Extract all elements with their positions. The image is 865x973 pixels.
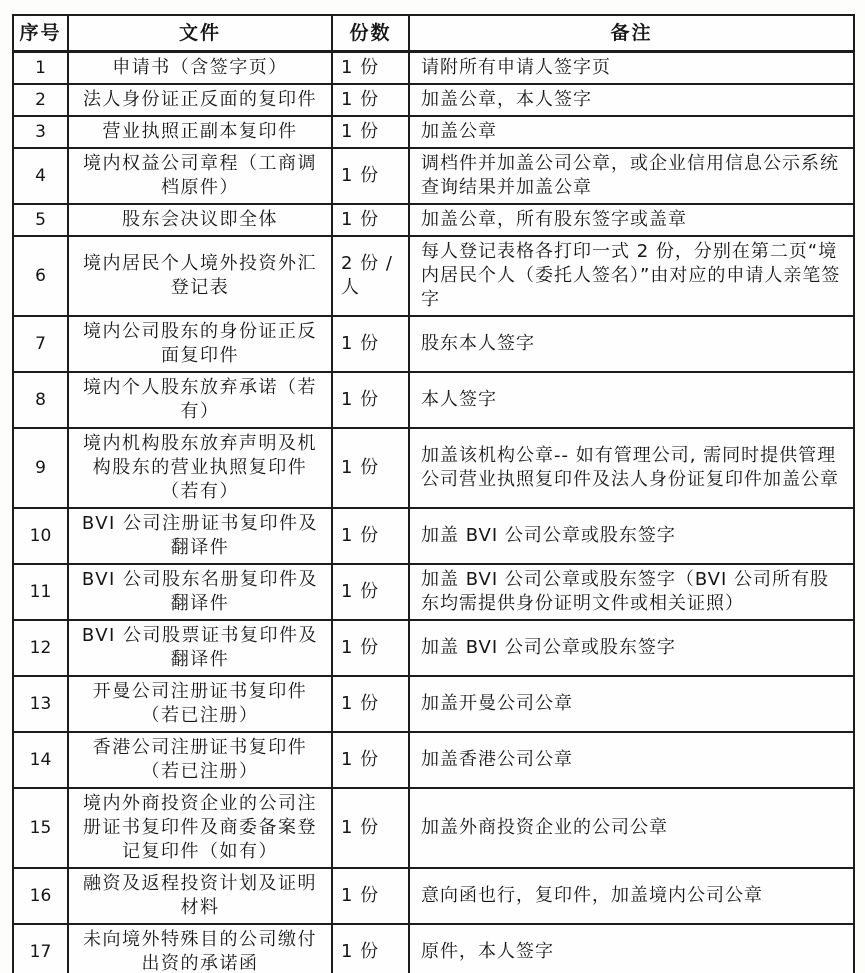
table-row (13, 924, 854, 973)
row-number-cell: 2 (13, 84, 68, 116)
document-cell: 境内机构股东放弃声明及机构股东的营业执照复印件（若有） (68, 428, 332, 508)
document-cell: BVI 公司股票证书复印件及翻译件 (68, 620, 332, 676)
document-cell: 法人身份证正反面的复印件 (68, 84, 332, 116)
header-row (13, 15, 854, 52)
remark-cell: 加盖香港公司公章 (409, 732, 854, 788)
table-row (13, 84, 854, 116)
table-row (13, 428, 854, 508)
copies-cell: 1 份 (332, 564, 409, 620)
document-cell: 申请书（含签字页） (68, 52, 332, 85)
remark-cell: 加盖外商投资企业的公司公章 (409, 788, 854, 868)
document-cell: 开曼公司注册证书复印件（若已注册） (68, 676, 332, 732)
table-body (13, 52, 854, 973)
table-row (13, 620, 854, 676)
remark-cell: 加盖公章，本人签字 (409, 84, 854, 116)
remark-cell: 每人登记表格各打印一式 2 份，分别在第二页“境内居民个人（委托人签名）”由对应的申请人亲笔签字 (409, 236, 854, 316)
table-row (13, 116, 854, 148)
copies-cell: 1 份 (332, 204, 409, 236)
header-copies: 份数 (332, 15, 409, 52)
copies-cell: 1 份 (332, 52, 409, 85)
header-remarks: 备注 (409, 15, 854, 52)
remark-cell: 加盖 BVI 公司公章或股东签字（BVI 公司所有股东均需提供身份证明文件或相关证照） (409, 564, 854, 620)
row-number-cell: 17 (13, 924, 68, 973)
row-number-cell: 13 (13, 676, 68, 732)
remark-cell: 加盖 BVI 公司公章或股东签字 (409, 508, 854, 564)
remark-cell: 加盖该机构公章-- 如有管理公司, 需同时提供管理公司营业执照复印件及法人身份证复印件加盖公章 (409, 428, 854, 508)
row-number-cell: 9 (13, 428, 68, 508)
table-row (13, 236, 854, 316)
copies-cell: 1 份 (332, 116, 409, 148)
row-number-cell: 14 (13, 732, 68, 788)
table-row (13, 676, 854, 732)
copies-cell: 1 份 (332, 620, 409, 676)
table-row (13, 52, 854, 85)
remark-cell: 股东本人签字 (409, 316, 854, 372)
row-number-cell: 8 (13, 372, 68, 428)
copies-cell: 1 份 (332, 868, 409, 924)
document-cell: 营业执照正副本复印件 (68, 116, 332, 148)
row-number-cell: 3 (13, 116, 68, 148)
table-row (13, 148, 854, 204)
row-number-cell: 4 (13, 148, 68, 204)
remark-cell: 加盖公章 (409, 116, 854, 148)
table-row (13, 564, 854, 620)
copies-cell: 1 份 (332, 924, 409, 973)
table-row (13, 372, 854, 428)
row-number-cell: 15 (13, 788, 68, 868)
remark-cell: 加盖 BVI 公司公章或股东签字 (409, 620, 854, 676)
row-number-cell: 16 (13, 868, 68, 924)
row-number-cell: 10 (13, 508, 68, 564)
remark-cell: 加盖公章，所有股东签字或盖章 (409, 204, 854, 236)
remark-cell: 意向函也行，复印件，加盖境内公司公章 (409, 868, 854, 924)
row-number-cell: 7 (13, 316, 68, 372)
remark-cell: 加盖开曼公司公章 (409, 676, 854, 732)
table-row (13, 788, 854, 868)
copies-cell: 1 份 (332, 732, 409, 788)
remark-cell: 请附所有申请人签字页 (409, 52, 854, 85)
remark-cell: 原件，本人签字 (409, 924, 854, 973)
document-cell: 境内居民个人境外投资外汇登记表 (68, 236, 332, 316)
table-row (13, 868, 854, 924)
table-row (13, 732, 854, 788)
document-cell: 未向境外特殊目的公司缴付出资的承诺函 (68, 924, 332, 973)
remark-cell: 调档件并加盖公司公章，或企业信用信息公示系统查询结果并加盖公章 (409, 148, 854, 204)
document-cell: BVI 公司股东名册复印件及翻译件 (68, 564, 332, 620)
copies-cell: 1 份 (332, 372, 409, 428)
copies-cell: 1 份 (332, 676, 409, 732)
row-number-cell: 5 (13, 204, 68, 236)
table-row (13, 508, 854, 564)
copies-cell: 1 份 (332, 316, 409, 372)
row-number-cell: 11 (13, 564, 68, 620)
row-number-cell: 1 (13, 52, 68, 85)
document-cell: 境内公司股东的身份证正反面复印件 (68, 316, 332, 372)
document-cell: BVI 公司注册证书复印件及翻译件 (68, 508, 332, 564)
header-document: 文件 (68, 15, 332, 52)
copies-cell: 1 份 (332, 148, 409, 204)
table-row (13, 204, 854, 236)
header-serial-number: 序号 (13, 15, 68, 52)
copies-cell: 1 份 (332, 788, 409, 868)
document-cell: 香港公司注册证书复印件（若已注册） (68, 732, 332, 788)
table-row (13, 316, 854, 372)
copies-cell: 1 份 (332, 84, 409, 116)
copies-cell: 1 份 (332, 508, 409, 564)
row-number-cell: 6 (13, 236, 68, 316)
document-cell: 股东会决议即全体 (68, 204, 332, 236)
copies-cell: 1 份 (332, 428, 409, 508)
document-cell: 境内外商投资企业的公司注册证书复印件及商委备案登记复印件（如有） (68, 788, 332, 868)
remark-cell: 本人签字 (409, 372, 854, 428)
document-cell: 境内个人股东放弃承诺（若有） (68, 372, 332, 428)
document-cell: 融资及返程投资计划及证明材料 (68, 868, 332, 924)
document-cell: 境内权益公司章程（工商调档原件） (68, 148, 332, 204)
row-number-cell: 12 (13, 620, 68, 676)
copies-cell: 2 份 / 人 (332, 236, 409, 316)
document-checklist-table (12, 14, 855, 973)
